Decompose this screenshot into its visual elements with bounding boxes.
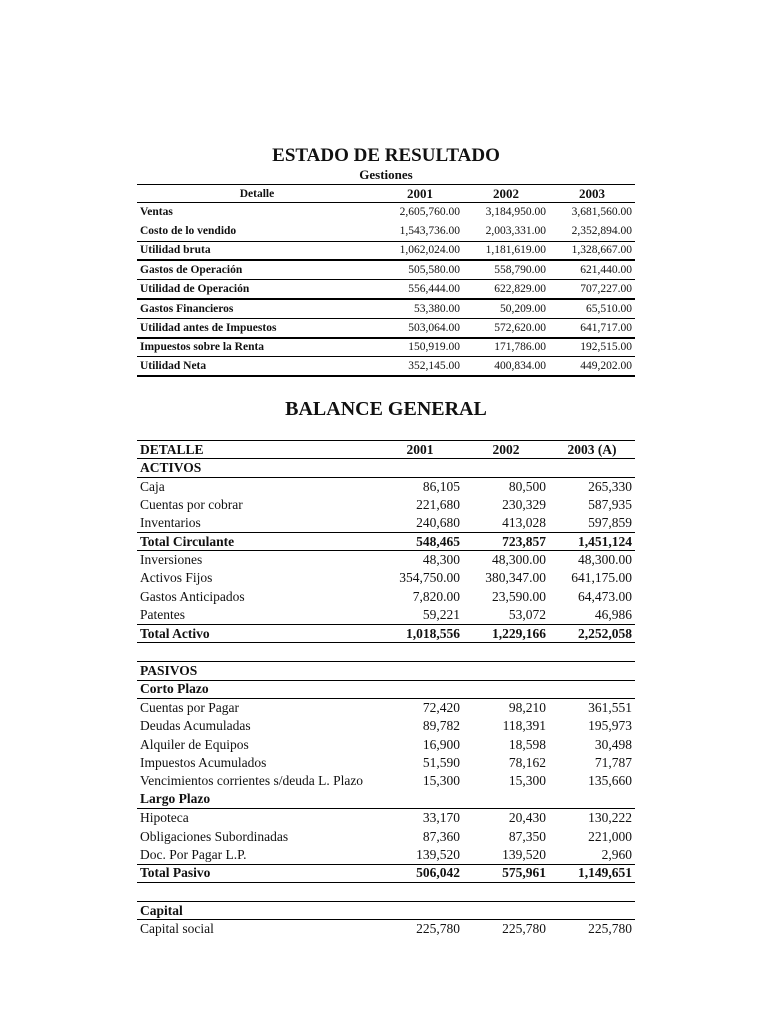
row-label: Utilidad Neta — [137, 357, 377, 376]
table-row — [137, 809, 635, 827]
value-2002: 575,961 — [463, 864, 549, 882]
table-row — [137, 357, 635, 376]
row-label: Ventas — [140, 206, 173, 219]
total-row-activo — [137, 624, 635, 642]
table-row — [137, 772, 635, 790]
value-2002: 53,072 — [508, 606, 546, 622]
row-label: Caja — [140, 478, 165, 494]
value-2002: 723,857 — [463, 532, 549, 550]
value-2001: 1,543,736.00 — [399, 225, 460, 238]
row-label: Obligaciones Subordinadas — [140, 828, 289, 844]
value-2002: 98,210 — [508, 700, 546, 716]
total-row-pasivo — [137, 864, 635, 882]
value-2003: 597,859 — [588, 515, 632, 530]
value-2003: 71,787 — [594, 754, 632, 770]
table-row — [137, 920, 635, 938]
value-2001: 1,018,556 — [377, 624, 463, 642]
subsection-header-corto-plazo — [137, 680, 635, 698]
row-label: Alquiler de Equipos — [140, 736, 249, 752]
value-2003: 192,515.00 — [549, 338, 635, 357]
table-row — [137, 846, 635, 864]
value-2001: 240,680 — [416, 515, 460, 530]
value-2001: 503,064.00 — [377, 318, 463, 337]
table-row — [137, 735, 635, 753]
value-2001: 53,380.00 — [377, 299, 463, 318]
table-header-row — [137, 441, 635, 459]
value-2002: 80,500 — [508, 478, 546, 494]
value-2001: 51,590 — [422, 754, 460, 770]
value-2002: 558,790.00 — [463, 260, 549, 279]
value-2002: 400,834.00 — [463, 357, 549, 376]
row-label: Cuentas por Pagar — [140, 700, 239, 716]
value-2002: 572,620.00 — [463, 318, 549, 337]
balance-general-table — [137, 440, 635, 938]
row-label: Utilidad antes de Impuestos — [137, 318, 377, 337]
table-row — [137, 260, 635, 279]
value-2002: 1,181,619.00 — [463, 241, 549, 260]
value-2001: 139,520 — [416, 846, 460, 862]
value-2001: 1,062,024.00 — [377, 241, 463, 260]
value-2001: 505,580.00 — [377, 260, 463, 279]
value-2003: 2,352,894.00 — [571, 225, 632, 238]
row-label: Capital social — [140, 921, 214, 937]
value-2003: 641,175.00 — [571, 570, 632, 586]
subsection-header-largo-plazo — [137, 791, 635, 809]
value-2003: 48,300.00 — [578, 552, 632, 568]
column-header-2003: 2003 — [579, 185, 605, 201]
value-2001: 72,420 — [422, 700, 460, 716]
table-row — [137, 827, 635, 845]
value-2002: 622,829.00 — [463, 280, 549, 299]
row-label: Deudas Acumuladas — [140, 718, 251, 734]
row-label: Cuentas por cobrar — [140, 496, 243, 512]
table-header-row — [137, 185, 635, 203]
value-2003: 195,973 — [588, 718, 632, 734]
row-label: Total Pasivo — [137, 864, 377, 882]
value-2002: 20,430 — [508, 810, 546, 826]
value-2001: 221,680 — [416, 496, 460, 512]
value-2001: 225,780 — [416, 921, 460, 937]
value-2003: 641,717.00 — [549, 318, 635, 337]
total-row-circulante — [137, 532, 635, 550]
value-2002: 118,391 — [502, 718, 546, 734]
section-label: Capital — [137, 901, 377, 919]
spacer-row — [137, 882, 635, 901]
subsection-label: Largo Plazo — [137, 791, 377, 809]
value-2001: 2,605,760.00 — [399, 206, 460, 219]
value-2003: 361,551 — [588, 700, 632, 716]
value-2002: 380,347.00 — [485, 570, 546, 586]
value-2003: 2,252,058 — [549, 624, 635, 642]
value-2003: 130,222 — [588, 810, 632, 826]
row-label: Vencimientos corrientes s/deuda L. Plazo — [140, 773, 364, 789]
row-label: Utilidad bruta — [137, 241, 377, 260]
row-label: Inventarios — [140, 515, 201, 530]
section-header-pasivos — [137, 662, 635, 680]
table-row — [137, 477, 635, 495]
table-row — [137, 717, 635, 735]
value-2002: 50,209.00 — [463, 299, 549, 318]
value-2002: 413,028 — [502, 515, 546, 530]
value-2002: 1,229,166 — [463, 624, 549, 642]
table-row — [137, 299, 635, 318]
row-label: Total Activo — [137, 624, 377, 642]
value-2002: 23,590.00 — [492, 588, 546, 604]
row-label: Total Circulante — [137, 532, 377, 550]
row-label: Gastos Financieros — [137, 299, 377, 318]
value-2002: 230,329 — [502, 496, 546, 512]
value-2001: 352,145.00 — [377, 357, 463, 376]
value-2002: 15,300 — [508, 773, 546, 789]
value-2002: 18,598 — [508, 736, 546, 752]
value-2003: 46,986 — [594, 606, 632, 622]
value-2003: 64,473.00 — [578, 588, 632, 604]
table-row — [137, 338, 635, 357]
table-row — [137, 606, 635, 624]
value-2001: 556,444.00 — [377, 280, 463, 299]
value-2003: 1,451,124 — [549, 532, 635, 550]
value-2001: 150,919.00 — [377, 338, 463, 357]
table-row — [137, 514, 635, 532]
value-2002: 87,350 — [508, 828, 546, 844]
section-label: PASIVOS — [137, 662, 377, 680]
table-row — [137, 203, 635, 222]
subsection-label: Corto Plazo — [137, 680, 377, 698]
value-2003: 1,149,651 — [549, 864, 635, 882]
estado-resultado-subtitle: Gestiones — [359, 167, 413, 182]
value-2003: 135,660 — [588, 773, 632, 789]
value-2003: 449,202.00 — [549, 357, 635, 376]
value-2002: 78,162 — [508, 754, 546, 770]
value-2003: 65,510.00 — [549, 299, 635, 318]
section-header-activos — [137, 459, 635, 477]
value-2001: 354,750.00 — [399, 570, 460, 586]
value-2002: 171,786.00 — [463, 338, 549, 357]
column-header-2001: 2001 — [407, 185, 433, 201]
value-2002: 48,300.00 — [492, 552, 546, 568]
column-header-2001: 2001 — [406, 441, 434, 457]
table-row — [137, 551, 635, 569]
table-row — [137, 241, 635, 260]
value-2003: 621,440.00 — [549, 260, 635, 279]
estado-resultado-table — [137, 184, 635, 377]
value-2003: 3,681,560.00 — [571, 206, 632, 219]
section-header-capital — [137, 901, 635, 919]
value-2001: 548,465 — [377, 532, 463, 550]
value-2001: 87,360 — [422, 828, 460, 844]
value-2003: 2,960 — [601, 846, 632, 862]
row-label: Patentes — [140, 606, 185, 622]
value-2003: 1,328,667.00 — [549, 241, 635, 260]
value-2003: 587,935 — [588, 496, 632, 512]
table-row — [137, 754, 635, 772]
column-header-2002: 2002 — [493, 185, 519, 201]
row-label: Gastos Anticipados — [140, 588, 245, 604]
value-2002: 3,184,950.00 — [485, 206, 546, 219]
row-label: Hipoteca — [140, 810, 189, 826]
column-header-detalle: Detalle — [239, 187, 275, 200]
value-2001: 48,300 — [422, 552, 460, 568]
table-row — [137, 222, 635, 241]
value-2003: 707,227.00 — [549, 280, 635, 299]
value-2001: 15,300 — [422, 773, 460, 789]
value-2001: 59,221 — [422, 606, 460, 622]
row-label: Inversiones — [140, 552, 203, 568]
table-row — [137, 588, 635, 606]
row-label: Gastos de Operación — [137, 260, 377, 279]
row-label: Activos Fijos — [140, 570, 213, 586]
value-2001: 89,782 — [422, 718, 460, 734]
balance-general-title: BALANCE GENERAL — [285, 398, 487, 420]
section-label: ACTIVOS — [137, 459, 377, 477]
column-header-2003: 2003 (A) — [567, 441, 617, 457]
row-label: Doc. Por Pagar L.P. — [140, 846, 247, 862]
value-2002: 139,520 — [502, 846, 546, 862]
column-header-detalle: DETALLE — [140, 441, 204, 457]
table-row — [137, 280, 635, 299]
row-label: Impuestos Acumulados — [140, 754, 267, 770]
value-2001: 16,900 — [422, 736, 460, 752]
table-row — [137, 569, 635, 587]
row-label: Costo de lo vendido — [140, 225, 237, 238]
value-2003: 265,330 — [588, 478, 632, 494]
table-row — [137, 318, 635, 337]
row-label: Impuestos sobre la Renta — [137, 338, 377, 357]
value-2001: 33,170 — [422, 810, 460, 826]
estado-resultado-title: ESTADO DE RESULTADO — [272, 145, 500, 166]
value-2001: 7,820.00 — [412, 588, 460, 604]
row-label: Utilidad de Operación — [137, 280, 377, 299]
table-row — [137, 496, 635, 514]
value-2002: 2,003,331.00 — [485, 225, 546, 238]
value-2003: 30,498 — [594, 736, 632, 752]
value-2003: 221,000 — [588, 828, 632, 844]
value-2003: 225,780 — [588, 921, 632, 937]
value-2001: 86,105 — [422, 478, 460, 494]
value-2002: 225,780 — [502, 921, 546, 937]
spacer-row — [137, 643, 635, 662]
table-row — [137, 699, 635, 717]
value-2001: 506,042 — [377, 864, 463, 882]
column-header-2002: 2002 — [492, 441, 520, 457]
